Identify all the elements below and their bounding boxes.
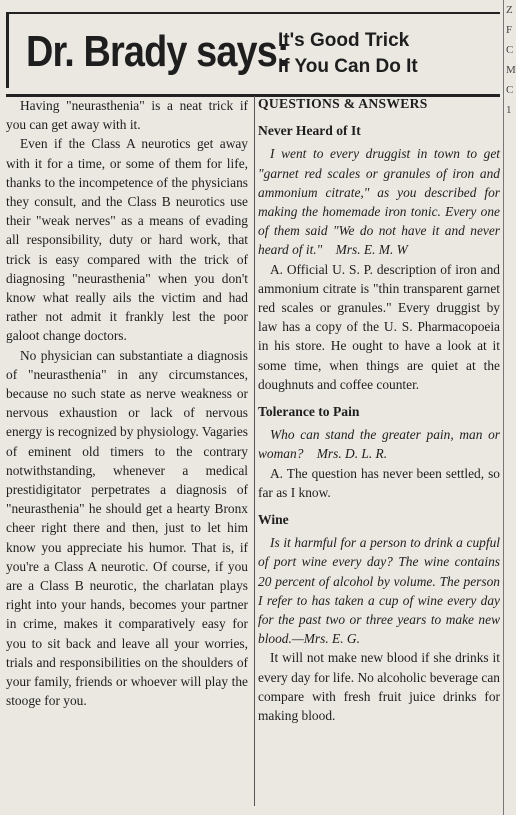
qa-item-title: Never Heard of It	[258, 123, 361, 139]
qa-signature: Mrs. E. M. W	[335, 242, 408, 258]
subhead	[278, 28, 418, 80]
column-header	[6, 10, 500, 92]
qa-question: Who can stand the greater pain, man or woman? Mrs. D. L. R.	[258, 427, 500, 462]
qa-item-title: Wine	[258, 512, 289, 528]
qa-item	[258, 121, 500, 394]
qa-answer: A. The question has never been settled, so far as I know.	[258, 465, 500, 500]
qa-section-title: QUESTIONS & ANSWERS	[258, 96, 428, 111]
qa-item-title: Tolerance to Pain	[258, 404, 360, 420]
qa-item	[258, 402, 500, 502]
article-body	[6, 96, 248, 711]
qa-column	[258, 94, 500, 725]
qa-question: I went to every druggist in town to get "garnet red scales or granules of iron and ammonium citrate," as you described for making the homemade iron tonic. Every one of them said "We do not have it and never heard of it." Mrs. E. M. W	[258, 146, 500, 258]
qa-question: Is it harmful for a person to drink a cupful of port wine every day? The wine contains 20 percent of alcohol by volume. The person I refer to has taken a cup of wine every day for the past two or three years to make new blood.—Mrs. E. G.	[258, 535, 500, 647]
qa-answer: It will not make new blood if she drinks it every day for life. No alcoholic beverage can compare with fresh fruit juice drinks for making blood.	[258, 650, 500, 724]
article-paragraph: Having "neurasthenia" is a neat trick if you can get away with it.	[6, 98, 248, 133]
article-paragraph: No physician can substantiate a diagnosis of "neurasthenia" in any circumstances, because no such state as nerve weakness or nervous exhaustion or lack of nervous energy is recognized by physiology. Vagaries of eminent old timers to the contrary notwithstanding, whenever a medical prestidigitator perpetrates a diagnosis of "neurasthenia" he should get a hearty Bronx cheer right there and then, just to let him know you appreciate his humor. That is, if you're a Class A neurotic. Of course, if you are a Class B neurotic, the charlatan plays right into your hands, becomes your partner in crime, makes it comparatively easy for you to sit back and leave all your worries, trials and responsibilities on the shoulders of your family, friends or whoever will play the stooge for you.	[6, 347, 248, 709]
header-left-rule	[6, 12, 9, 88]
column-divider	[254, 96, 255, 806]
header-top-rule	[6, 12, 500, 14]
qa-answer: A. Official U. S. P. description of iron and ammonium citrate is "thin transparent garnet red scales or granules." Every druggist by law has a copy of the U. S. Pharmacopoeia in his store. He ought to have a look at it some time, when things are quiet at the doughnuts and coffee counter.	[258, 261, 500, 392]
headline: Dr. Brady says:	[26, 27, 289, 76]
subhead-line-1: It's Good Trick	[278, 30, 410, 51]
article-paragraph: Even if the Class A neurotics get away with it for a time, or some of them for life, thanks to the incompetence of the physicians they consult, and the Class B neurotics use their "weak nerves" as a means of evading all responsibility, duty or hard work, that trick is easy compared with the trick of diagnosing "neurasthenia" when you don't know what really ails the victim and had rather not admit it frankly lest the poor galoot change doctors.	[6, 136, 248, 344]
page-edge-rule	[503, 0, 504, 815]
qa-signature: Mrs. D. L. R.	[316, 446, 388, 462]
adjacent-column-fragment: Z F C M C 1	[506, 4, 516, 116]
qa-item	[258, 510, 500, 725]
subhead-line-2: If You Can Do It	[278, 56, 418, 77]
